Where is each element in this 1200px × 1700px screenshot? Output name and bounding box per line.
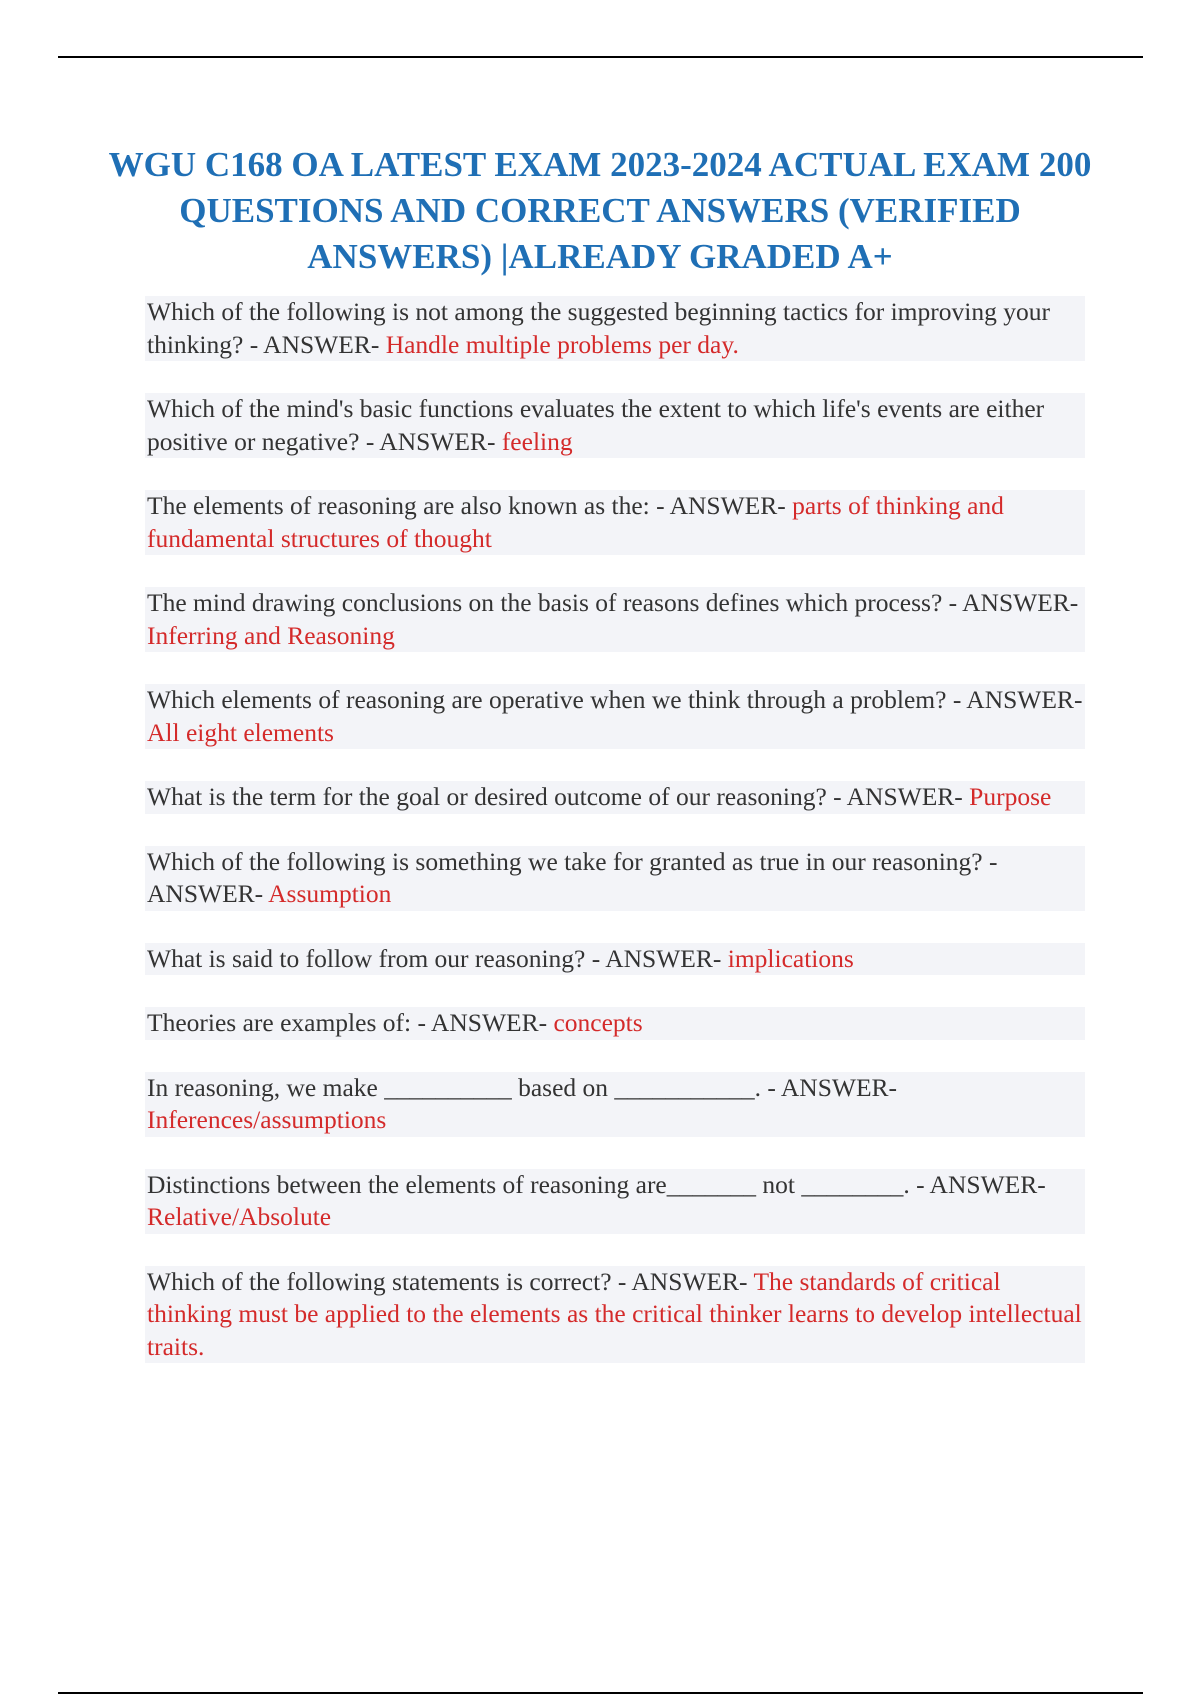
answer-separator: - ANSWER- <box>243 329 386 359</box>
answer-separator: - ANSWER- <box>946 685 1083 714</box>
answer-text: feeling <box>501 426 573 456</box>
qa-list <box>145 296 1085 1395</box>
answer-separator: - ANSWER- <box>942 588 1079 617</box>
question-text: Which of the mind's basic functions evaluates the extent to which life's events are either positive or negative? <box>147 394 1045 456</box>
answer-separator: - ANSWER- <box>147 846 998 908</box>
qa-item <box>145 296 1085 361</box>
header-rule <box>58 56 1143 58</box>
answer-text: Purpose <box>969 782 1052 811</box>
answer-separator: - ANSWER- <box>585 943 728 973</box>
answer-text: Handle multiple problems per day. <box>385 329 739 359</box>
qa-item <box>145 587 1085 652</box>
answer-text: parts of thinking and fundamental structures of thought <box>147 491 1004 553</box>
question-text: The elements of reasoning are also known as the: <box>147 491 650 520</box>
footer-rule <box>58 1692 1143 1694</box>
answer-text: All eight elements <box>147 717 334 747</box>
answer-text: Relative/Absolute <box>147 1202 332 1231</box>
qa-item <box>145 393 1085 458</box>
answer-text: Assumption <box>268 879 392 908</box>
document-title: WGU C168 OA LATEST EXAM 2023-2024 ACTUAL EXAM 200 QUESTIONS AND CORRECT ANSWERS (VERIFIED ANSWERS) |ALREADY GRADED A+ <box>108 145 1092 276</box>
answer-text: The standards of critical thinking must be applied to the elements as the critical thinker learns to develop intellectual traits. <box>147 1266 1082 1361</box>
answer-separator: - ANSWER- <box>611 1266 754 1296</box>
answer-separator: - ANSWER- <box>826 782 970 811</box>
answer-separator: - ANSWER- <box>649 491 793 520</box>
question-text: What is the term for the goal or desired outcome of our reasoning? <box>147 782 827 811</box>
question-text: In reasoning, we make __________ based on ___________. <box>147 1072 762 1102</box>
qa-item <box>145 684 1085 749</box>
qa-item <box>145 1266 1085 1364</box>
question-text: Which of the following is not among the suggested beginning tactics for improving your thinking? <box>147 297 1050 359</box>
question-text: What is said to follow from our reasoning? <box>147 943 586 973</box>
answer-separator: - ANSWER- <box>909 1169 1046 1199</box>
question-text: Distinctions between the elements of reasoning are_______ not ________. <box>147 1169 910 1199</box>
qa-item <box>145 490 1085 555</box>
qa-item <box>145 846 1085 911</box>
question-text: Which of the following is something we take for granted as true in our reasoning? <box>147 846 983 876</box>
answer-text: concepts <box>553 1008 643 1037</box>
question-text: Theories are examples of: <box>147 1008 412 1037</box>
answer-separator: - ANSWER- <box>359 426 502 456</box>
answer-separator: - ANSWER- <box>411 1008 554 1037</box>
answer-text: Inferences/assumptions <box>147 1105 387 1134</box>
qa-item <box>145 1072 1085 1137</box>
qa-item <box>145 943 1085 976</box>
qa-item <box>145 781 1085 814</box>
question-text: Which of the following statements is correct? <box>147 1266 612 1296</box>
qa-item <box>145 1169 1085 1234</box>
answer-text: implications <box>727 943 854 973</box>
question-text: The mind drawing conclusions on the basis of reasons defines which process? <box>147 588 943 617</box>
qa-item <box>145 1007 1085 1040</box>
answer-text: Inferring and Reasoning <box>147 620 395 650</box>
answer-separator: - ANSWER- <box>761 1072 898 1102</box>
question-text: Which elements of reasoning are operative when we think through a problem? <box>147 685 947 714</box>
